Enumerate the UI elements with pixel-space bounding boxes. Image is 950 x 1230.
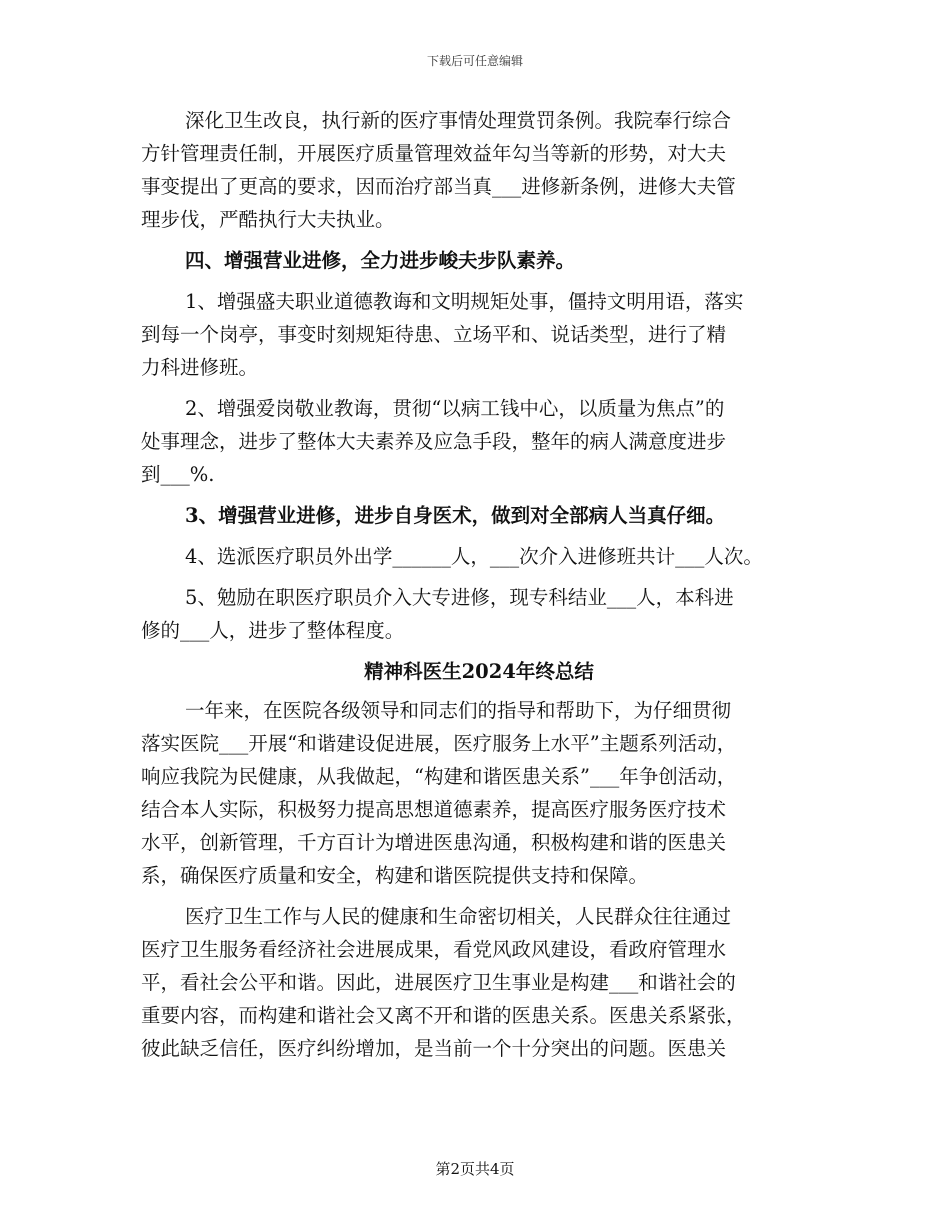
text-line: 彼此缺乏信任，医疗纠纷增加，是当前一个十分突出的问题。医患关: [141, 1037, 727, 1060]
text-line: 响应我院为民健康，从我做起，“构建和谐医患关系”___年争创活动，: [141, 765, 737, 788]
text-line: 四、增强营业进修，全力进步峻夫步队素养。: [185, 249, 576, 272]
page-footer: 第2页共4页: [435, 1160, 515, 1178]
paragraph: [141, 540, 817, 573]
text-line: 3、增强营业进修，进步自身医术，做到对全部病人当真仔细。: [185, 504, 726, 527]
text-line: 2、增强爱岗敬业教诲，贯彻“以病工钱中心，以质量为焦点”的: [185, 397, 725, 420]
text-line: 深化卫生改良，执行新的医疗事情处理赏罚条例。我院奉行综合: [185, 109, 732, 132]
text-line: 到___%.: [141, 463, 215, 486]
text-line: 修的___人，进步了整体程度。: [141, 619, 405, 642]
text-line: 结合本人实际，积极努力提高思想道德素养，提高医疗服务医疗技术: [141, 798, 727, 821]
paragraph: [141, 499, 817, 532]
paragraph: [141, 104, 817, 236]
paragraph: [141, 694, 817, 892]
text-line: 落实医院___开展“和谐建设促进展，医疗服务上水平”主题系列活动，: [141, 732, 737, 755]
text-line: 事变提出了更高的要求，因而治疗部当真___进修新条例，进修大夫管: [141, 175, 736, 198]
text-line: 处事理念，进步了整体大夫素养及应急手段，整年的病人满意度进步: [141, 430, 727, 453]
text-line: 平，看社会公平和谐。因此，进展医疗卫生事业是构建___和谐社会的: [141, 971, 736, 994]
text-line: 一年来，在医院各级领导和同志们的指导和帮助下，为仔细贯彻: [185, 699, 732, 722]
text-line: 方针管理责任制，开展医疗质量管理效益年勾当等新的形势，对大夫: [141, 142, 727, 165]
paragraph: [141, 244, 817, 277]
text-line: 医疗卫生工作与人民的健康和生命密切相关，人民群众往往通过: [185, 905, 732, 928]
text-line: 力科进修班。: [141, 356, 259, 379]
paragraph: [141, 581, 817, 647]
text-line: 5、勉励在职医疗职员介入大专进修，现专科结业___人，本科进: [185, 586, 734, 609]
text-line: 水平，创新管理，千方百计为增进医患沟通，积极构建和谐的医患关: [141, 831, 727, 854]
text-line: 4、选派医疗职员外出学______人，___次介入进修班共计___人次。: [185, 545, 763, 568]
text-line: 医疗卫生服务看经济社会进展成果，看党风政风建设，看政府管理水: [141, 938, 727, 961]
text-line: 精神科医生2024年终总结: [364, 660, 594, 683]
paragraph: [141, 285, 817, 384]
section-title: [141, 655, 817, 688]
text-line: 1、增强盛夫职业道德教诲和文明规矩处事，僵持文明用语，落实: [185, 290, 744, 313]
document-body: [141, 104, 817, 1073]
text-line: 重要内容，而构建和谐社会又离不开和谐的医患关系。医患关系紧张，: [141, 1004, 746, 1027]
paragraph: [141, 392, 817, 491]
text-line: 系，确保医疗质量和安全，构建和谐医院提供支持和保障。: [141, 864, 649, 887]
text-line: 理步伐，严酷执行大夫执业。: [141, 208, 395, 231]
page-header: 下载后可任意编辑: [426, 54, 523, 68]
paragraph: [141, 900, 817, 1065]
text-line: 到每一个岗亭，事变时刻规矩待患、立场平和、说话类型，进行了精: [141, 323, 727, 346]
